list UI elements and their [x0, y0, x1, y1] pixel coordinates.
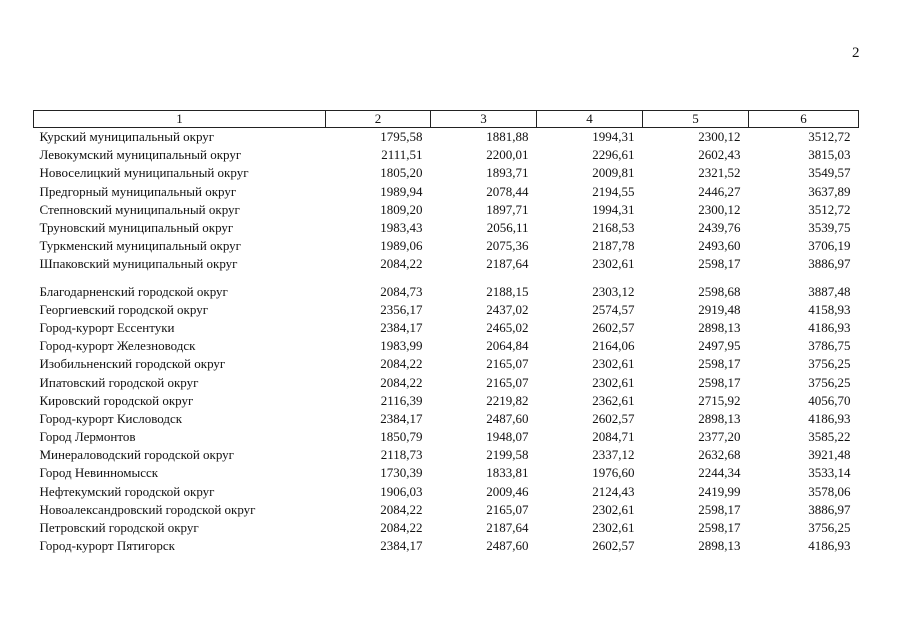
cell-col-3: 2200,01 — [486, 147, 529, 163]
row-name: Минераловодский городской округ — [39, 447, 235, 463]
cell-col-5: 2419,99 — [698, 483, 741, 499]
cell-col-2: 1730,39 — [380, 465, 423, 481]
row-name: Изобильненский городской округ — [39, 356, 226, 372]
row-name: Туркменский муниципальный округ — [39, 238, 241, 254]
row-name: Ипатовский городской округ — [39, 374, 199, 390]
cell-col-5: 2497,95 — [698, 338, 741, 354]
cell-col-5: 2898,13 — [698, 410, 741, 426]
column-header-1: 1 — [34, 111, 326, 128]
cell-col-3: 1881,88 — [486, 129, 529, 145]
cell-col-2: 2384,17 — [380, 538, 423, 554]
cell-col-6: 3549,57 — [808, 165, 851, 181]
header-row — [34, 111, 859, 128]
cell-col-5: 2446,27 — [698, 183, 741, 199]
cell-col-5: 2898,13 — [698, 538, 741, 554]
row-name: Труновский муниципальный округ — [39, 220, 234, 236]
cell-col-2: 1989,06 — [380, 238, 423, 254]
group-spacer — [34, 274, 859, 283]
row-name: Город-курорт Пятигорск — [39, 538, 175, 554]
cell-col-2: 2084,22 — [380, 520, 423, 536]
row-name: Предгорный муниципальный округ — [39, 183, 237, 199]
cell-col-6: 4186,93 — [808, 319, 851, 335]
cell-col-4: 2602,57 — [592, 319, 635, 335]
cell-col-6: 3512,72 — [808, 129, 851, 145]
cell-col-3: 1897,71 — [486, 201, 529, 217]
row-name: Город-курорт Ессентуки — [39, 319, 175, 335]
row-name: Кировский городской округ — [39, 392, 194, 408]
cell-col-5: 2598,17 — [698, 356, 741, 372]
column-header-3: 3 — [431, 111, 537, 128]
cell-col-6: 3637,89 — [808, 183, 851, 199]
cell-col-4: 2303,12 — [592, 283, 635, 299]
table-row — [34, 355, 859, 373]
cell-col-4: 2302,61 — [592, 374, 635, 390]
cell-col-3: 2056,11 — [486, 220, 529, 236]
cell-col-4: 2302,61 — [592, 356, 635, 372]
table-row — [34, 237, 859, 255]
cell-col-5: 2598,17 — [698, 374, 741, 390]
cell-col-2: 2384,17 — [380, 410, 423, 426]
cell-col-5: 2715,92 — [698, 392, 741, 408]
cell-col-4: 2337,12 — [592, 447, 635, 463]
cell-col-6: 3512,72 — [808, 201, 851, 217]
table-row — [34, 255, 859, 273]
table-row — [34, 164, 859, 182]
cell-col-6: 3706,19 — [808, 238, 851, 254]
cell-col-2: 1983,99 — [380, 338, 423, 354]
cell-col-6: 4186,93 — [808, 538, 851, 554]
cell-col-5: 2919,48 — [698, 301, 741, 317]
cell-col-2: 2084,22 — [380, 256, 423, 272]
table-row — [34, 128, 859, 147]
row-name: Петровский городской округ — [39, 520, 199, 536]
cell-col-3: 2487,60 — [486, 410, 529, 426]
cell-col-5: 2300,12 — [698, 129, 741, 145]
cell-col-3: 2487,60 — [486, 538, 529, 554]
cell-col-4: 2602,57 — [592, 410, 635, 426]
table-body — [34, 128, 859, 556]
cell-col-4: 2164,06 — [592, 338, 635, 354]
row-name: Георгиевский городской округ — [39, 301, 209, 317]
cell-col-5: 2244,34 — [698, 465, 741, 481]
row-name: Город-курорт Железноводск — [39, 338, 196, 354]
cell-col-6: 3886,97 — [808, 501, 851, 517]
cell-col-2: 2084,73 — [380, 283, 423, 299]
cell-col-2: 1805,20 — [380, 165, 423, 181]
cell-col-2: 2116,39 — [380, 392, 423, 408]
cell-col-4: 2602,57 — [592, 538, 635, 554]
cell-col-3: 1948,07 — [486, 429, 529, 445]
cell-col-5: 2598,17 — [698, 520, 741, 536]
cell-col-2: 2118,73 — [380, 447, 423, 463]
table-row — [34, 283, 859, 301]
cell-col-5: 2898,13 — [698, 319, 741, 335]
table-row — [34, 319, 859, 337]
table-row — [34, 410, 859, 428]
cell-col-3: 2165,07 — [486, 501, 529, 517]
cell-col-6: 3578,06 — [808, 483, 851, 499]
cell-col-2: 1795,58 — [380, 129, 423, 145]
cell-col-4: 2187,78 — [592, 238, 635, 254]
cell-col-2: 2111,51 — [381, 147, 423, 163]
table-row — [34, 464, 859, 482]
row-name: Город-курорт Кисловодск — [39, 410, 183, 426]
page-number: 2 — [852, 45, 860, 61]
cell-col-6: 3539,75 — [808, 220, 851, 236]
column-header-5: 5 — [643, 111, 749, 128]
table-row — [34, 337, 859, 355]
cell-col-4: 2168,53 — [592, 220, 635, 236]
table-row — [34, 428, 859, 446]
cell-col-3: 2165,07 — [486, 356, 529, 372]
cell-col-5: 2377,20 — [698, 429, 741, 445]
cell-col-2: 2356,17 — [380, 301, 423, 317]
cell-col-4: 2124,43 — [592, 483, 635, 499]
cell-col-6: 4158,93 — [808, 301, 851, 317]
cell-col-5: 2439,76 — [698, 220, 741, 236]
cell-col-5: 2598,68 — [698, 283, 741, 299]
cell-col-2: 1989,94 — [380, 183, 423, 199]
table-row — [34, 537, 859, 555]
cell-col-5: 2602,43 — [698, 147, 741, 163]
cell-col-3: 2075,36 — [486, 238, 529, 254]
cell-col-5: 2321,52 — [698, 165, 741, 181]
table-row — [34, 446, 859, 464]
column-header-2: 2 — [326, 111, 431, 128]
cell-col-3: 1833,81 — [486, 465, 529, 481]
cell-col-3: 1893,71 — [486, 165, 529, 181]
cell-col-4: 2362,61 — [592, 392, 635, 408]
cell-col-3: 2064,84 — [486, 338, 529, 354]
cell-col-3: 2219,82 — [486, 392, 529, 408]
cell-col-2: 2384,17 — [380, 319, 423, 335]
table-row — [34, 392, 859, 410]
cell-col-6: 3815,03 — [808, 147, 851, 163]
cell-col-2: 2084,22 — [380, 374, 423, 390]
cell-col-3: 2437,02 — [486, 301, 529, 317]
cell-col-2: 2084,22 — [380, 501, 423, 517]
table-row — [34, 183, 859, 201]
table-row — [34, 201, 859, 219]
cell-col-2: 1906,03 — [380, 483, 423, 499]
row-name: Левокумский муниципальный округ — [39, 147, 242, 163]
cell-col-6: 3756,25 — [808, 356, 851, 372]
cell-col-4: 2296,61 — [592, 147, 635, 163]
spacer-cell — [34, 274, 859, 283]
cell-col-6: 3786,75 — [808, 338, 851, 354]
cell-col-6: 3585,22 — [808, 429, 851, 445]
cell-col-4: 2302,61 — [592, 520, 635, 536]
row-name: Новоалександровский городской округ — [39, 501, 256, 517]
cell-col-6: 3887,48 — [808, 283, 851, 299]
cell-col-5: 2493,60 — [698, 238, 741, 254]
cell-col-4: 2302,61 — [592, 256, 635, 272]
cell-col-3: 2199,58 — [486, 447, 529, 463]
cell-col-5: 2632,68 — [698, 447, 741, 463]
row-name: Новоселицкий муниципальный округ — [39, 165, 249, 181]
cell-col-2: 1809,20 — [380, 201, 423, 217]
cell-col-4: 2302,61 — [592, 501, 635, 517]
cell-col-2: 1850,79 — [380, 429, 423, 445]
cell-col-2: 1983,43 — [380, 220, 423, 236]
cell-col-4: 2084,71 — [592, 429, 635, 445]
row-name: Город Лермонтов — [39, 429, 136, 445]
column-header-4: 4 — [537, 111, 643, 128]
cell-col-3: 2078,44 — [486, 183, 529, 199]
row-name: Нефтекумский городской округ — [39, 483, 215, 499]
data-table — [33, 110, 859, 555]
table-row — [34, 301, 859, 319]
table-row — [34, 219, 859, 237]
row-name: Курский муниципальный округ — [39, 129, 215, 145]
table-row — [34, 483, 859, 501]
cell-col-6: 4056,70 — [808, 392, 851, 408]
cell-col-5: 2598,17 — [698, 256, 741, 272]
row-name: Шпаковский муниципальный округ — [39, 256, 238, 272]
cell-col-6: 4186,93 — [808, 410, 851, 426]
table-row — [34, 373, 859, 391]
cell-col-6: 3533,14 — [808, 465, 851, 481]
table-row — [34, 501, 859, 519]
cell-col-4: 2009,81 — [592, 165, 635, 181]
row-name: Степновский муниципальный округ — [39, 201, 240, 217]
cell-col-4: 1976,60 — [592, 465, 635, 481]
cell-col-6: 3756,25 — [808, 374, 851, 390]
cell-col-3: 2187,64 — [486, 520, 529, 536]
row-name: Город Невинномысск — [39, 465, 159, 481]
cell-col-3: 2165,07 — [486, 374, 529, 390]
column-header-6: 6 — [749, 111, 859, 128]
cell-col-4: 2574,57 — [592, 301, 635, 317]
row-name: Благодарненский городской округ — [39, 283, 228, 299]
table-row — [34, 519, 859, 537]
cell-col-3: 2187,64 — [486, 256, 529, 272]
cell-col-5: 2598,17 — [698, 501, 741, 517]
cell-col-6: 3886,97 — [808, 256, 851, 272]
cell-col-3: 2188,15 — [486, 283, 529, 299]
cell-col-4: 1994,31 — [592, 201, 635, 217]
cell-col-3: 2009,46 — [486, 483, 529, 499]
cell-col-4: 2194,55 — [592, 183, 635, 199]
cell-col-3: 2465,02 — [486, 319, 529, 335]
cell-col-5: 2300,12 — [698, 201, 741, 217]
table-row — [34, 146, 859, 164]
cell-col-6: 3921,48 — [808, 447, 851, 463]
cell-col-2: 2084,22 — [380, 356, 423, 372]
cell-col-6: 3756,25 — [808, 520, 851, 536]
cell-col-4: 1994,31 — [592, 129, 635, 145]
